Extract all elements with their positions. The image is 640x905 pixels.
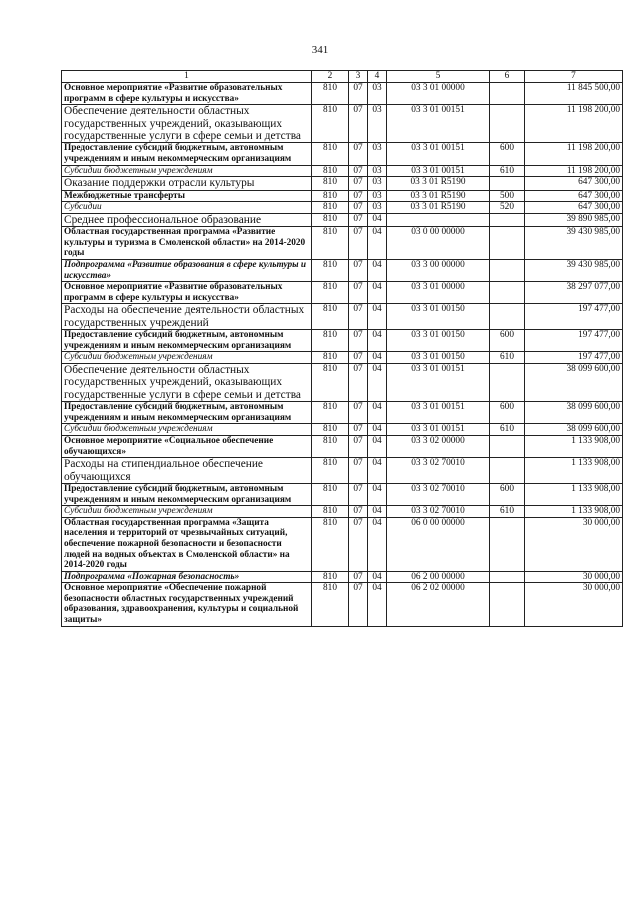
section-code-cell: 07 (349, 352, 368, 364)
expense-type-cell (490, 458, 525, 484)
section-code-cell: 07 (349, 517, 368, 571)
table-row (62, 227, 623, 260)
expense-type-cell: 610 (490, 506, 525, 518)
row-name-cell: Оказание поддержки отрасли культуры (62, 177, 312, 190)
target-article-cell: 03 3 00 00000 (387, 259, 490, 281)
table-row (62, 105, 623, 143)
amount-cell: 1 133 908,00 (525, 483, 623, 505)
expense-type-cell: 600 (490, 330, 525, 352)
target-article-cell: 03 3 01 00151 (387, 424, 490, 436)
section-code-cell: 07 (349, 105, 368, 143)
ministry-code-cell: 810 (312, 483, 349, 505)
table-row (62, 352, 623, 364)
page-number: 341 (311, 44, 329, 56)
amount-cell: 39 430 985,00 (525, 259, 623, 281)
section-code-cell: 07 (349, 458, 368, 484)
subsection-code-cell: 04 (368, 363, 387, 401)
ministry-code-cell: 810 (312, 190, 349, 202)
expense-type-cell (490, 435, 525, 457)
target-article-cell: 03 3 01 00150 (387, 304, 490, 330)
subsection-code-cell: 04 (368, 227, 387, 260)
expense-type-cell (490, 282, 525, 304)
table-body (62, 83, 623, 627)
subsection-code-cell: 04 (368, 435, 387, 457)
section-code-cell: 07 (349, 435, 368, 457)
table-row (62, 213, 623, 226)
target-article-cell: 03 3 01 00151 (387, 165, 490, 177)
target-article-cell: 03 3 02 70010 (387, 483, 490, 505)
row-name-cell: Субсидии (62, 202, 312, 214)
target-article-cell: 03 3 01 R5190 (387, 202, 490, 214)
amount-cell: 1 133 908,00 (525, 435, 623, 457)
section-code-cell: 07 (349, 304, 368, 330)
section-code-cell: 07 (349, 143, 368, 165)
budget-table (61, 70, 623, 627)
ministry-code-cell: 810 (312, 259, 349, 281)
subsection-code-cell: 03 (368, 190, 387, 202)
ministry-code-cell: 810 (312, 517, 349, 571)
row-name-cell: Предоставление субсидий бюджетным, автономным учреждениям и иным некоммерческим организациям (62, 483, 312, 505)
section-code-cell: 07 (349, 571, 368, 583)
table-row (62, 458, 623, 484)
ministry-code-cell: 810 (312, 165, 349, 177)
amount-cell: 39 430 985,00 (525, 227, 623, 260)
section-code-cell: 07 (349, 83, 368, 105)
amount-cell: 197 477,00 (525, 304, 623, 330)
table-row (62, 330, 623, 352)
table-row (62, 259, 623, 281)
table-row (62, 571, 623, 583)
target-article-cell (387, 213, 490, 226)
section-code-cell: 07 (349, 202, 368, 214)
row-name-cell: Субсидии бюджетным учреждениям (62, 352, 312, 364)
expense-type-cell (490, 571, 525, 583)
section-code-cell: 07 (349, 177, 368, 190)
table-row (62, 143, 623, 165)
subsection-code-cell: 04 (368, 424, 387, 436)
section-code-cell: 07 (349, 282, 368, 304)
table-row (62, 177, 623, 190)
column-header: 6 (490, 71, 525, 83)
subsection-code-cell: 04 (368, 506, 387, 518)
amount-cell: 30 000,00 (525, 571, 623, 583)
expense-type-cell: 610 (490, 352, 525, 364)
table-row (62, 506, 623, 518)
subsection-code-cell: 04 (368, 483, 387, 505)
row-name-cell: Межбюджетные трансферты (62, 190, 312, 202)
subsection-code-cell: 04 (368, 458, 387, 484)
section-code-cell: 07 (349, 402, 368, 424)
subsection-code-cell: 04 (368, 259, 387, 281)
row-name-cell: Предоставление субсидий бюджетным, автономным учреждениям и иным некоммерческим организациям (62, 143, 312, 165)
row-name-cell: Расходы на стипендиальное обеспечение обучающихся (62, 458, 312, 484)
amount-cell: 1 133 908,00 (525, 458, 623, 484)
table-row (62, 517, 623, 571)
subsection-code-cell: 03 (368, 165, 387, 177)
table-row (62, 304, 623, 330)
row-name-cell: Подпрограмма «Пожарная безопасность» (62, 571, 312, 583)
ministry-code-cell: 810 (312, 143, 349, 165)
table-row (62, 483, 623, 505)
row-name-cell: Субсидии бюджетным учреждениям (62, 165, 312, 177)
target-article-cell: 03 3 01 00151 (387, 363, 490, 401)
amount-cell: 647 300,00 (525, 177, 623, 190)
subsection-code-cell: 04 (368, 282, 387, 304)
ministry-code-cell: 810 (312, 282, 349, 304)
target-article-cell: 03 3 01 00151 (387, 143, 490, 165)
amount-cell: 11 198 200,00 (525, 165, 623, 177)
subsection-code-cell: 03 (368, 202, 387, 214)
row-name-cell: Областная государственная программа «Защита населения и территорий от чрезвычайных ситуаций, обеспечение пожарной безопасности и безопасности людей на водных объектах в Смоленской области» на 2014-2020 годы (62, 517, 312, 571)
section-code-cell: 07 (349, 483, 368, 505)
column-header: 4 (368, 71, 387, 83)
section-code-cell: 07 (349, 190, 368, 202)
target-article-cell: 03 3 01 00151 (387, 402, 490, 424)
section-code-cell: 07 (349, 583, 368, 626)
target-article-cell: 03 3 01 00000 (387, 282, 490, 304)
ministry-code-cell: 810 (312, 304, 349, 330)
ministry-code-cell: 810 (312, 105, 349, 143)
section-code-cell: 07 (349, 424, 368, 436)
ministry-code-cell: 810 (312, 352, 349, 364)
expense-type-cell: 500 (490, 190, 525, 202)
row-name-cell: Субсидии бюджетным учреждениям (62, 424, 312, 436)
subsection-code-cell: 04 (368, 402, 387, 424)
amount-cell: 197 477,00 (525, 330, 623, 352)
section-code-cell: 07 (349, 363, 368, 401)
expense-type-cell: 520 (490, 202, 525, 214)
subsection-code-cell: 04 (368, 304, 387, 330)
ministry-code-cell: 810 (312, 330, 349, 352)
subsection-code-cell: 04 (368, 330, 387, 352)
expense-type-cell: 610 (490, 165, 525, 177)
subsection-code-cell: 04 (368, 517, 387, 571)
table-row (62, 583, 623, 626)
expense-type-cell: 600 (490, 402, 525, 424)
ministry-code-cell: 810 (312, 402, 349, 424)
row-name-cell: Основное мероприятие «Обеспечение пожарной безопасности областных государственных учреждений образования, здравоохранения, культуры и социальной защиты» (62, 583, 312, 626)
subsection-code-cell: 04 (368, 352, 387, 364)
table-row (62, 435, 623, 457)
column-header: 1 (62, 71, 312, 83)
target-article-cell: 06 0 00 00000 (387, 517, 490, 571)
amount-cell: 11 845 500,00 (525, 83, 623, 105)
table-row (62, 402, 623, 424)
row-name-cell: Предоставление субсидий бюджетным, автономным учреждениям и иным некоммерческим организациям (62, 402, 312, 424)
ministry-code-cell: 810 (312, 177, 349, 190)
amount-cell: 647 300,00 (525, 202, 623, 214)
row-name-cell: Среднее профессиональное образование (62, 213, 312, 226)
subsection-code-cell: 03 (368, 177, 387, 190)
row-name-cell: Обеспечение деятельности областных государственных учреждений, оказывающих государственные услуги в сфере семьи и детства (62, 363, 312, 401)
section-code-cell: 07 (349, 259, 368, 281)
column-header: 5 (387, 71, 490, 83)
target-article-cell: 06 2 00 00000 (387, 571, 490, 583)
amount-cell: 38 099 600,00 (525, 424, 623, 436)
column-header: 2 (312, 71, 349, 83)
subsection-code-cell: 04 (368, 213, 387, 226)
subsection-code-cell: 04 (368, 583, 387, 626)
table-row (62, 363, 623, 401)
expense-type-cell (490, 227, 525, 260)
target-article-cell: 03 3 01 R5190 (387, 190, 490, 202)
expense-type-cell: 610 (490, 424, 525, 436)
amount-cell: 197 477,00 (525, 352, 623, 364)
expense-type-cell (490, 177, 525, 190)
table-row (62, 282, 623, 304)
target-article-cell: 06 2 02 00000 (387, 583, 490, 626)
row-name-cell: Обеспечение деятельности областных государственных учреждений, оказывающих государственные услуги в сфере семьи и детства (62, 105, 312, 143)
expense-type-cell (490, 304, 525, 330)
subsection-code-cell: 03 (368, 83, 387, 105)
column-number-header (62, 71, 623, 83)
amount-cell: 39 890 985,00 (525, 213, 623, 226)
target-article-cell: 03 3 01 00151 (387, 105, 490, 143)
ministry-code-cell: 810 (312, 506, 349, 518)
table-row (62, 202, 623, 214)
subsection-code-cell: 03 (368, 143, 387, 165)
ministry-code-cell: 810 (312, 202, 349, 214)
table-row (62, 83, 623, 105)
row-name-cell: Субсидии бюджетным учреждениям (62, 506, 312, 518)
table-row (62, 165, 623, 177)
ministry-code-cell: 810 (312, 363, 349, 401)
amount-cell: 11 198 200,00 (525, 105, 623, 143)
ministry-code-cell: 810 (312, 83, 349, 105)
row-name-cell: Основное мероприятие «Социальное обеспечение обучающихся» (62, 435, 312, 457)
ministry-code-cell: 810 (312, 227, 349, 260)
section-code-cell: 07 (349, 227, 368, 260)
target-article-cell: 03 3 02 70010 (387, 458, 490, 484)
target-article-cell: 03 3 01 00150 (387, 352, 490, 364)
expense-type-cell (490, 517, 525, 571)
ministry-code-cell: 810 (312, 213, 349, 226)
row-name-cell: Расходы на обеспечение деятельности областных государственных учреждений (62, 304, 312, 330)
row-name-cell: Основное мероприятие «Развитие образовательных программ в сфере культуры и искусства» (62, 282, 312, 304)
amount-cell: 647 300,00 (525, 190, 623, 202)
expense-type-cell (490, 213, 525, 226)
expense-type-cell: 600 (490, 483, 525, 505)
column-header: 7 (525, 71, 623, 83)
section-code-cell: 07 (349, 330, 368, 352)
ministry-code-cell: 810 (312, 571, 349, 583)
amount-cell: 38 099 600,00 (525, 363, 623, 401)
amount-cell: 30 000,00 (525, 583, 623, 626)
section-code-cell: 07 (349, 506, 368, 518)
target-article-cell: 03 3 02 00000 (387, 435, 490, 457)
target-article-cell: 03 3 01 00000 (387, 83, 490, 105)
amount-cell: 30 000,00 (525, 517, 623, 571)
row-name-cell: Основное мероприятие «Развитие образовательных программ в сфере культуры и искусства» (62, 83, 312, 105)
subsection-code-cell: 04 (368, 571, 387, 583)
subsection-code-cell: 03 (368, 105, 387, 143)
expense-type-cell (490, 105, 525, 143)
section-code-cell: 07 (349, 213, 368, 226)
expense-type-cell (490, 259, 525, 281)
row-name-cell: Областная государственная программа «Развитие культуры и туризма в Смоленской области» на 2014-2020 годы (62, 227, 312, 260)
target-article-cell: 03 3 01 00150 (387, 330, 490, 352)
table-row (62, 424, 623, 436)
expense-type-cell (490, 583, 525, 626)
row-name-cell: Предоставление субсидий бюджетным, автономным учреждениям и иным некоммерческим организациям (62, 330, 312, 352)
ministry-code-cell: 810 (312, 424, 349, 436)
ministry-code-cell: 810 (312, 435, 349, 457)
table-row (62, 190, 623, 202)
ministry-code-cell: 810 (312, 458, 349, 484)
target-article-cell: 03 3 02 70010 (387, 506, 490, 518)
ministry-code-cell: 810 (312, 583, 349, 626)
column-header: 3 (349, 71, 368, 83)
amount-cell: 1 133 908,00 (525, 506, 623, 518)
target-article-cell: 03 3 01 R5190 (387, 177, 490, 190)
expense-type-cell (490, 83, 525, 105)
section-code-cell: 07 (349, 165, 368, 177)
amount-cell: 38 099 600,00 (525, 402, 623, 424)
target-article-cell: 03 0 00 00000 (387, 227, 490, 260)
row-name-cell: Подпрограмма «Развитие образования в сфере культуры и искусства» (62, 259, 312, 281)
amount-cell: 38 297 077,00 (525, 282, 623, 304)
amount-cell: 11 198 200,00 (525, 143, 623, 165)
expense-type-cell: 600 (490, 143, 525, 165)
expense-type-cell (490, 363, 525, 401)
